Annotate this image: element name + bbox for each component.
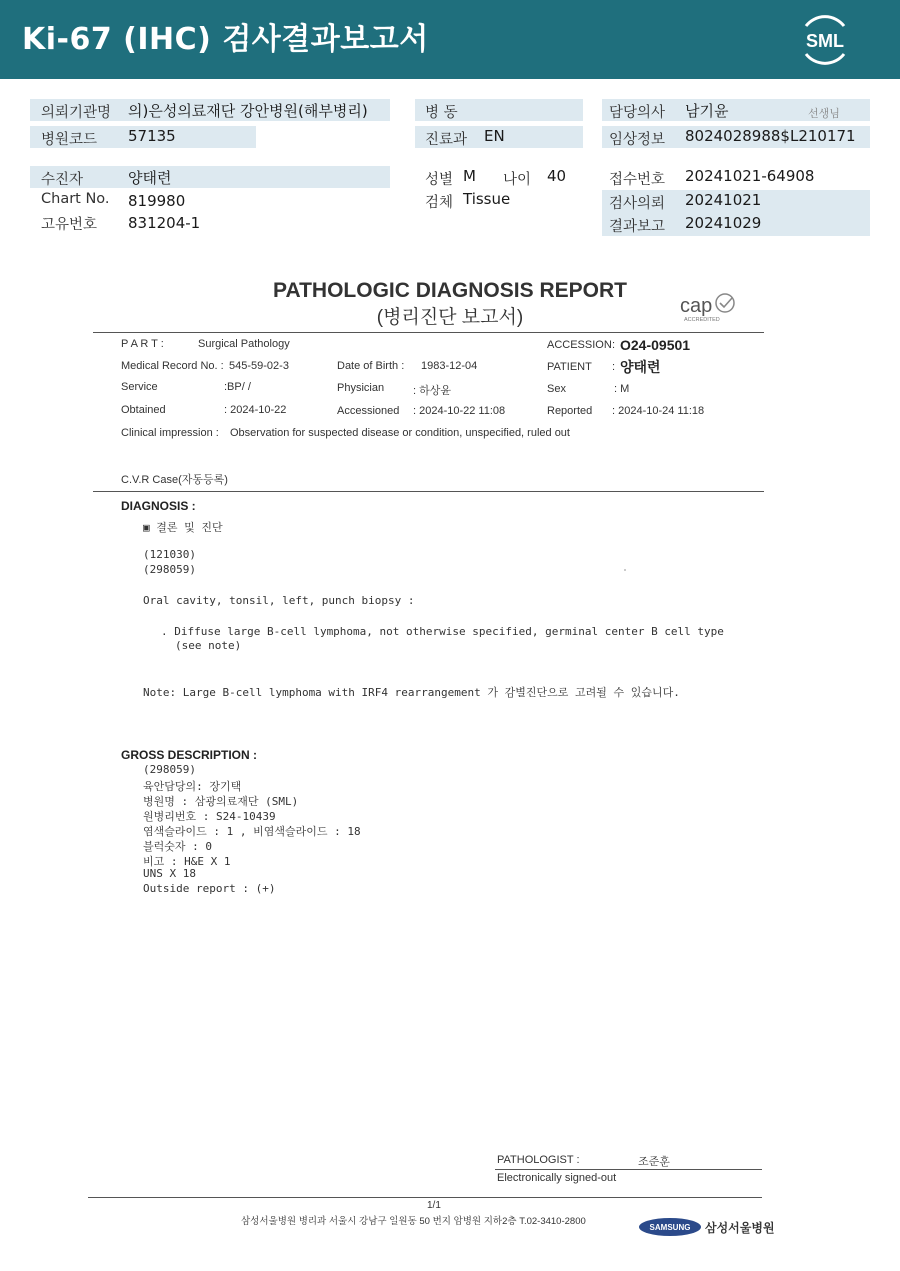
cap-sub: ACCREDITED [684, 317, 720, 323]
sex-value-report: : M [614, 383, 630, 395]
doctor-suffix: 선생님 [808, 107, 840, 120]
gross-line: UNS X 18 [143, 867, 196, 880]
clinical-info-value: 8024028988$L210171 [685, 127, 856, 145]
test-request-label: 검사의뢰 [609, 196, 666, 212]
part-value: Surgical Pathology [198, 338, 290, 350]
physician-label: Physician [337, 382, 385, 394]
pathologist-label: PATHOLOGIST : [497, 1154, 580, 1166]
receipt-no-label: 접수번호 [609, 172, 666, 188]
clinical-impression-value: Observation for suspected disease or condition, unspecified, ruled out [230, 427, 570, 439]
sex-label: 성별 [425, 172, 454, 188]
page-title: Ki-67 (IHC) 검사결과보고서 [22, 22, 429, 57]
report-title-en: PATHOLOGIC DIAGNOSIS REPORT [273, 279, 627, 302]
gross-line: (298059) [143, 763, 196, 776]
dob-value: 1983-12-04 [421, 360, 478, 372]
institution-label: 의뢰기관명 [41, 105, 112, 121]
hospital-code-value: 57135 [128, 127, 176, 145]
mrn-value: 545-59-02-3 [229, 360, 289, 372]
result-report-value: 20241029 [685, 214, 762, 232]
department-value: EN [484, 127, 505, 145]
gross-line: 원병리번호 : S24-10439 [143, 810, 276, 823]
samsung-text: SAMSUNG [649, 1223, 691, 1232]
sex-label-report: Sex [547, 383, 566, 395]
dob-label: Date of Birth : [337, 360, 405, 372]
reported-label: Reported [547, 405, 593, 417]
chart-no-value: 819980 [128, 192, 186, 210]
accession-value: O24-09501 [620, 337, 691, 353]
gross-heading: GROSS DESCRIPTION : [121, 748, 258, 762]
patient-colon: : [612, 361, 616, 373]
cvr-case: C.V.R Case(자동등록) [121, 474, 228, 486]
pathologist-name: 조준훈 [638, 1156, 670, 1168]
diagnosis-heading: DIAGNOSIS : [121, 499, 196, 513]
service-label: Service [121, 381, 158, 393]
service-value: :BP/ / [224, 381, 251, 393]
unique-no-value: 831204-1 [128, 214, 201, 232]
gross-line: 염색슬라이드 : 1 , 비염색슬라이드 : 18 [143, 825, 361, 838]
diagnosis-line-2: (see note) [175, 639, 242, 652]
logo-text: SML [806, 31, 844, 51]
result-report-label: 결과보고 [609, 219, 666, 235]
footer-divider [88, 1197, 762, 1198]
doctor-value: 남기윤 [685, 102, 729, 120]
hospital-name: 삼성서울병원 [705, 1221, 775, 1235]
page-number: 1/1 [427, 1200, 441, 1211]
specimen-value: Tissue [463, 190, 511, 208]
obtained-value: : 2024-10-22 [224, 404, 287, 416]
footer-address: 삼성서울병원 병리과 서울시 강남구 일원동 50 번지 암병원 지하2층 T.02-3410-2800 [241, 1216, 586, 1227]
gross-line: 블럭숫자 : 0 [143, 840, 212, 853]
report-divider-top [93, 332, 764, 333]
diagnosis-subheading: ▣ 결론 및 진단 [143, 521, 223, 534]
patient-row [30, 166, 390, 188]
diagnosis-note: Note: Large B-cell lymphoma with IRF4 rearrangement 가 감별진단으로 고려될 수 있습니다. [143, 686, 680, 699]
patient-label: 수진자 [41, 172, 84, 188]
patient-value: 양태련 [128, 169, 172, 187]
test-request-value: 20241021 [685, 191, 762, 209]
cap-text: cap [680, 295, 713, 317]
reported-value: : 2024-10-24 11:18 [612, 405, 705, 417]
signature-line [495, 1169, 762, 1170]
mrn-label: Medical Record No. : [121, 360, 224, 372]
ward-label: 병 동 [425, 105, 458, 121]
patient-label-report: PATIENT [547, 361, 592, 373]
sml-logo-icon [796, 12, 854, 68]
chart-no-label: Chart No. [41, 191, 110, 207]
gross-line: 비고 : H&E X 1 [143, 855, 231, 868]
receipt-no-value: 20241021-64908 [685, 167, 815, 185]
gross-line: 육안담당의: 장기택 [143, 780, 242, 793]
unique-no-label: 고유번호 [41, 217, 98, 233]
patient-value-report: 양태련 [620, 359, 661, 375]
hospital-code-label: 병원코드 [41, 132, 98, 148]
accession-label: ACCESSION [547, 339, 612, 351]
accessioned-value: : 2024-10-22 11:08 [413, 405, 506, 417]
clinical-info-label: 임상정보 [609, 132, 666, 148]
department-label: 진료과 [425, 132, 468, 148]
report-divider-mid [93, 491, 764, 492]
diagnosis-site: Oral cavity, tonsil, left, punch biopsy : [143, 594, 415, 607]
institution-value: 의)은성의료재단 강안병원(해부병리) [128, 102, 368, 120]
samsung-logo-icon [638, 1217, 702, 1237]
doctor-label: 담당의사 [609, 105, 666, 121]
physician-value: : 하상윤 [413, 385, 451, 397]
diagnosis-line-1: . Diffuse large B-cell lymphoma, not otherwise specified, germinal center B cell type [161, 625, 724, 638]
sex-value: M [463, 167, 476, 185]
header-bar [0, 0, 900, 79]
age-value: 40 [547, 167, 567, 185]
diagnosis-code-2: (298059) [143, 563, 196, 576]
cap-accredited-logo-icon [680, 290, 740, 324]
diagnosis-code-1: (121030) [143, 548, 196, 561]
scan-speck [624, 569, 626, 571]
clinical-impression-label: Clinical impression : [121, 427, 219, 439]
gross-line: 병원명 : 삼광의료재단 (SML) [143, 795, 299, 808]
accession-colon: : [612, 339, 616, 351]
accessioned-label: Accessioned [337, 405, 400, 417]
gross-line: Outside report : (+) [143, 882, 276, 895]
part-label: P A R T : [121, 338, 164, 350]
obtained-label: Obtained [121, 404, 166, 416]
signed-out: Electronically signed-out [497, 1172, 617, 1184]
report-title-ko: (병리진단 보고서) [376, 307, 524, 328]
specimen-label: 검체 [425, 195, 454, 211]
age-label: 나이 [503, 172, 532, 188]
